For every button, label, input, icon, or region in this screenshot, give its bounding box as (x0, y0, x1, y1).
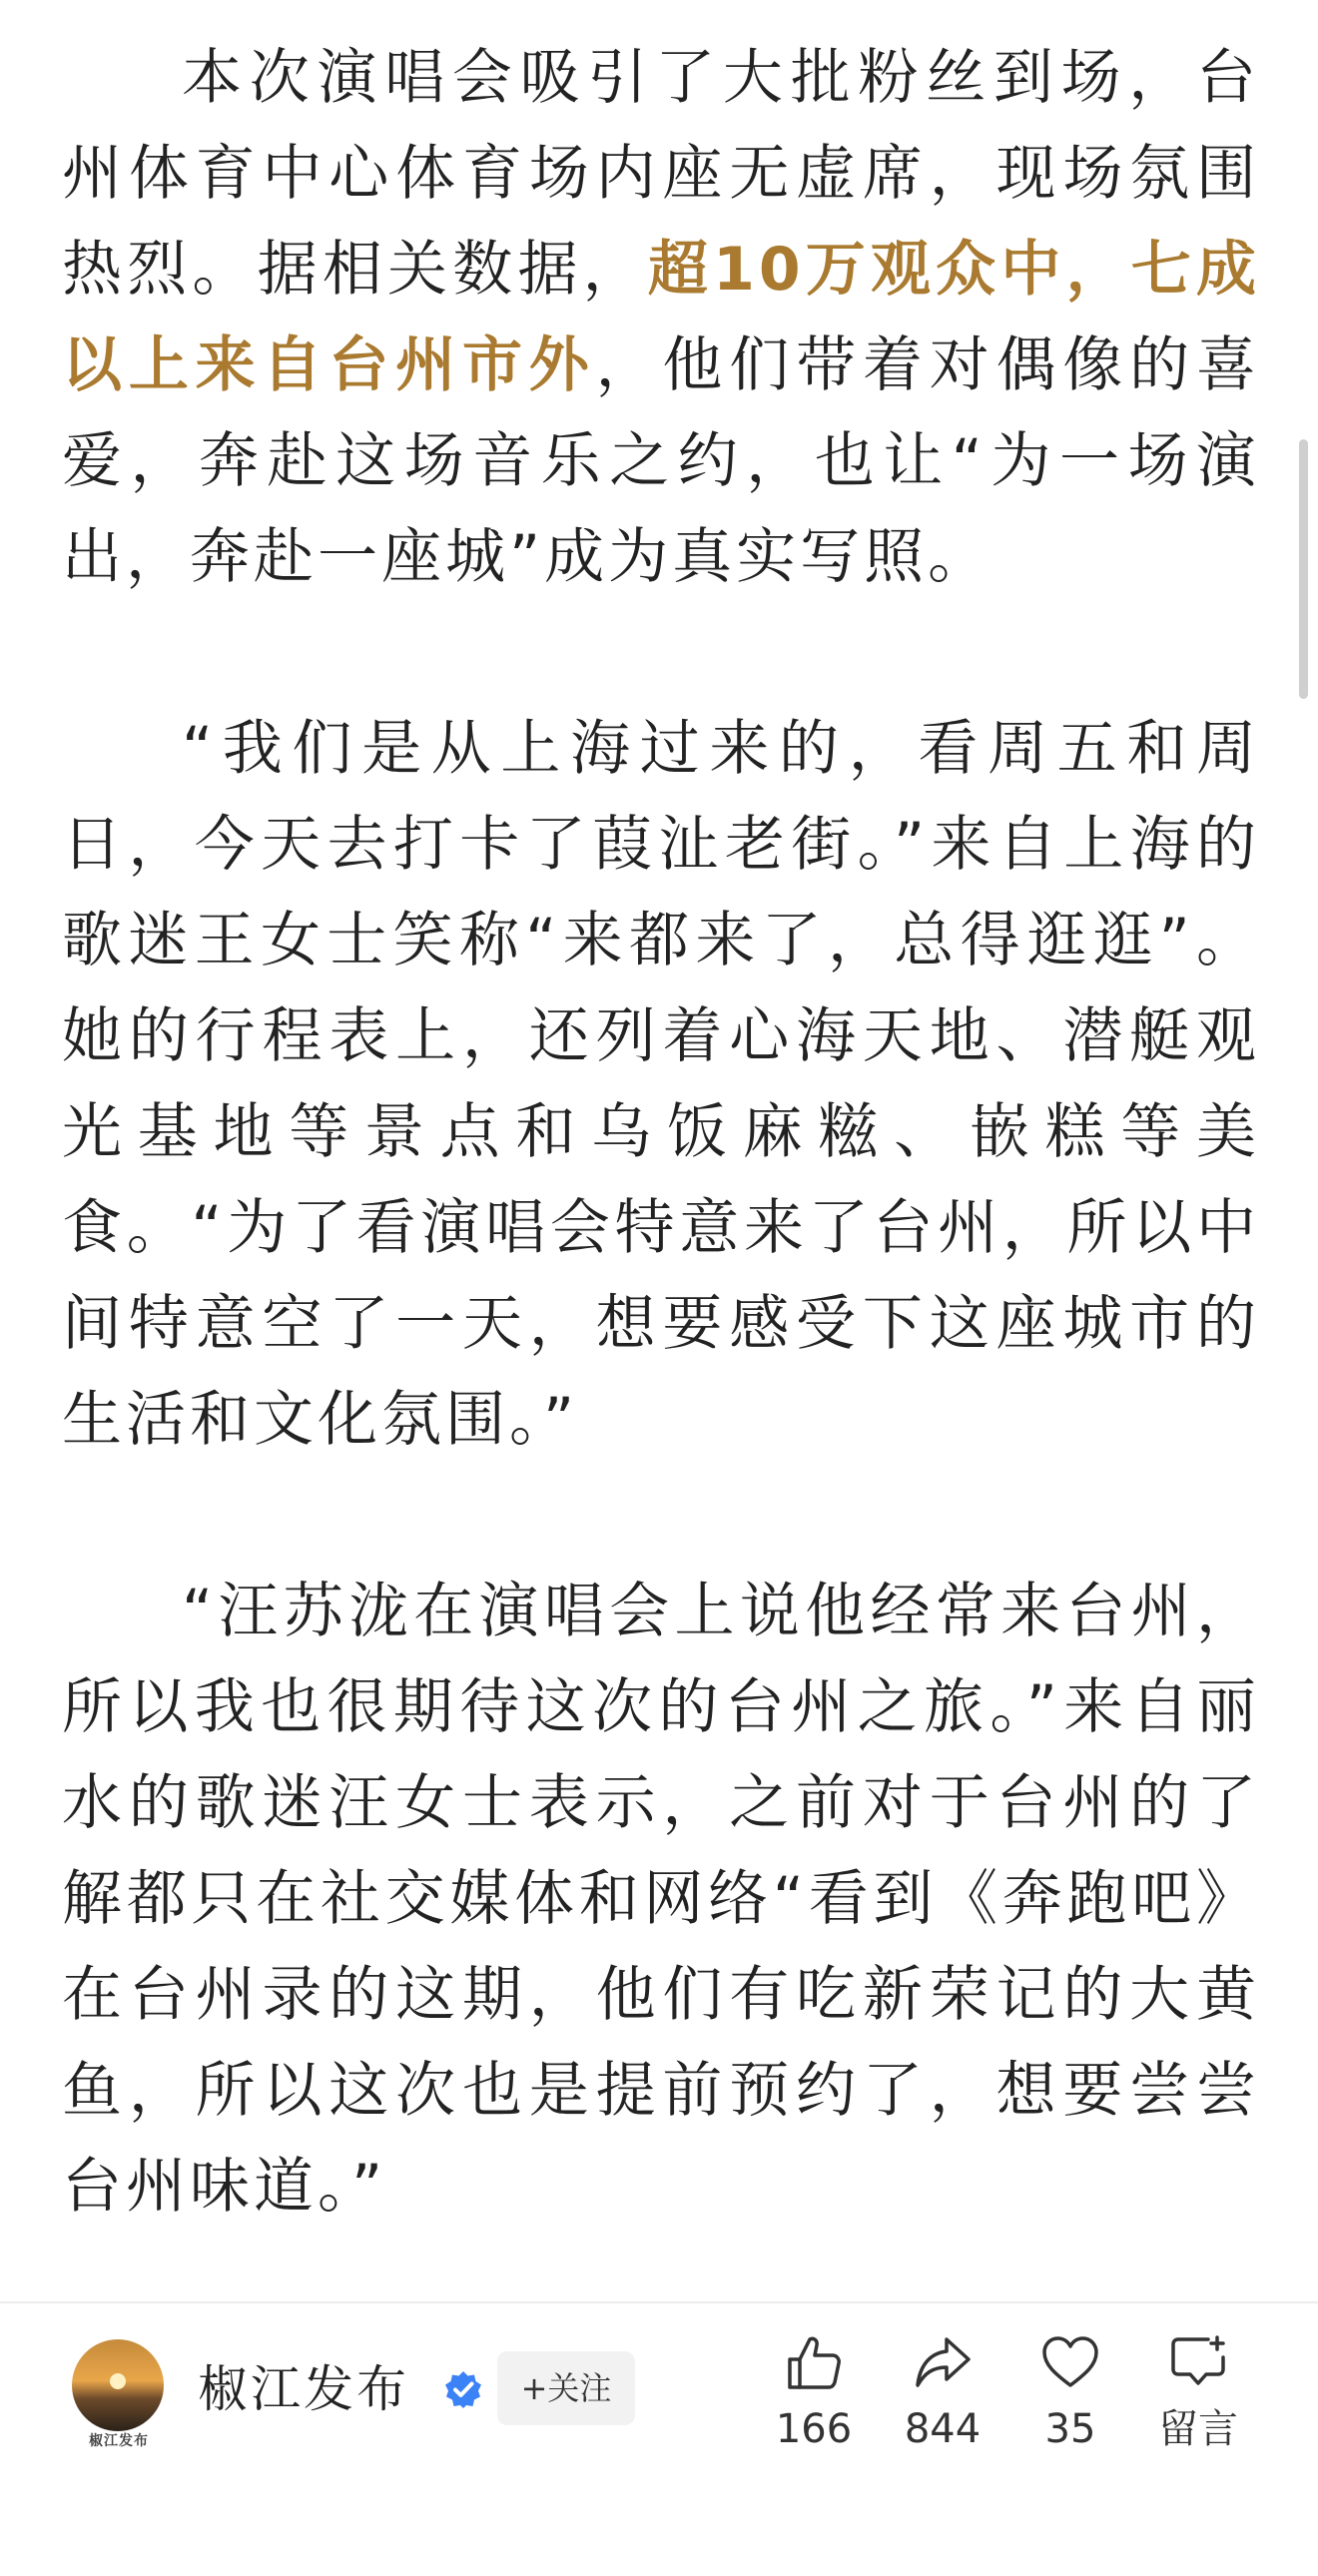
avatar-caption: 椒江发布 (89, 2433, 149, 2449)
paragraph-2: “我们是从上海过来的，看周五和周日，今天去打卡了葭沚老街。”来自上海的歌迷王女士笑称“来都来了，总得逛逛”。她的行程表上，还列着心海天地、潜艇观光基地等景点和乌饭麻糍、嵌糕等美食。“为了看演唱会特意来了台州，所以中间特意空了一天，想要感受下这座城市的生活和文化氛围。” (62, 714, 1260, 1455)
favorite-count: 35 (1044, 2406, 1096, 2452)
paragraph-1-text-start: 本次演唱会吸引了大批粉丝到场，台州体育中心体育场内座无虚席，现场氛围热烈。据相关数据， (62, 43, 1260, 305)
verified-badge-icon (443, 2369, 483, 2409)
share-icon (913, 2333, 973, 2391)
bottom-action-bar (0, 2301, 1318, 2576)
highlighted-statistic: 超10万观众中，七成以上来自台州市外 (62, 235, 1261, 400)
comment-label: 留言 (1158, 2406, 1238, 2452)
share-count: 844 (904, 2406, 982, 2452)
like-button[interactable] (754, 2333, 874, 2483)
account-name[interactable]: 椒江发布 (198, 2360, 409, 2418)
thumbs-up-icon (784, 2333, 844, 2391)
comment-icon (1168, 2333, 1228, 2391)
comment-button[interactable] (1138, 2333, 1258, 2483)
heart-icon (1040, 2333, 1100, 2391)
follow-button[interactable]: +关注 (497, 2351, 635, 2425)
share-button[interactable] (883, 2333, 1002, 2483)
paragraph-1 (62, 30, 1260, 605)
avatar[interactable] (72, 2339, 164, 2431)
sunset-sun-graphic (110, 2373, 126, 2389)
paragraph-1-text-end: ，他们带着对偶像的喜爱，奔赴这场音乐之约，也让“为一场演出，奔赴一座城”成为真实写照。 (62, 330, 1261, 592)
scrollbar[interactable] (1299, 439, 1308, 699)
favorite-button[interactable] (1010, 2333, 1130, 2483)
article-body (62, 30, 1260, 2235)
like-count: 166 (775, 2406, 853, 2452)
paragraph-3: “汪苏泷在演唱会上说他经常来台州，所以我也很期待这次的台州之旅。”来自丽水的歌迷汪女士表示，之前对于台州的了解都只在社交媒体和网络“看到《奔跑吧》在台州录的这期，他们有吃新荣记的大黄鱼，所以这次也是提前预约了，想要尝尝台州味道。” (62, 1577, 1260, 2222)
